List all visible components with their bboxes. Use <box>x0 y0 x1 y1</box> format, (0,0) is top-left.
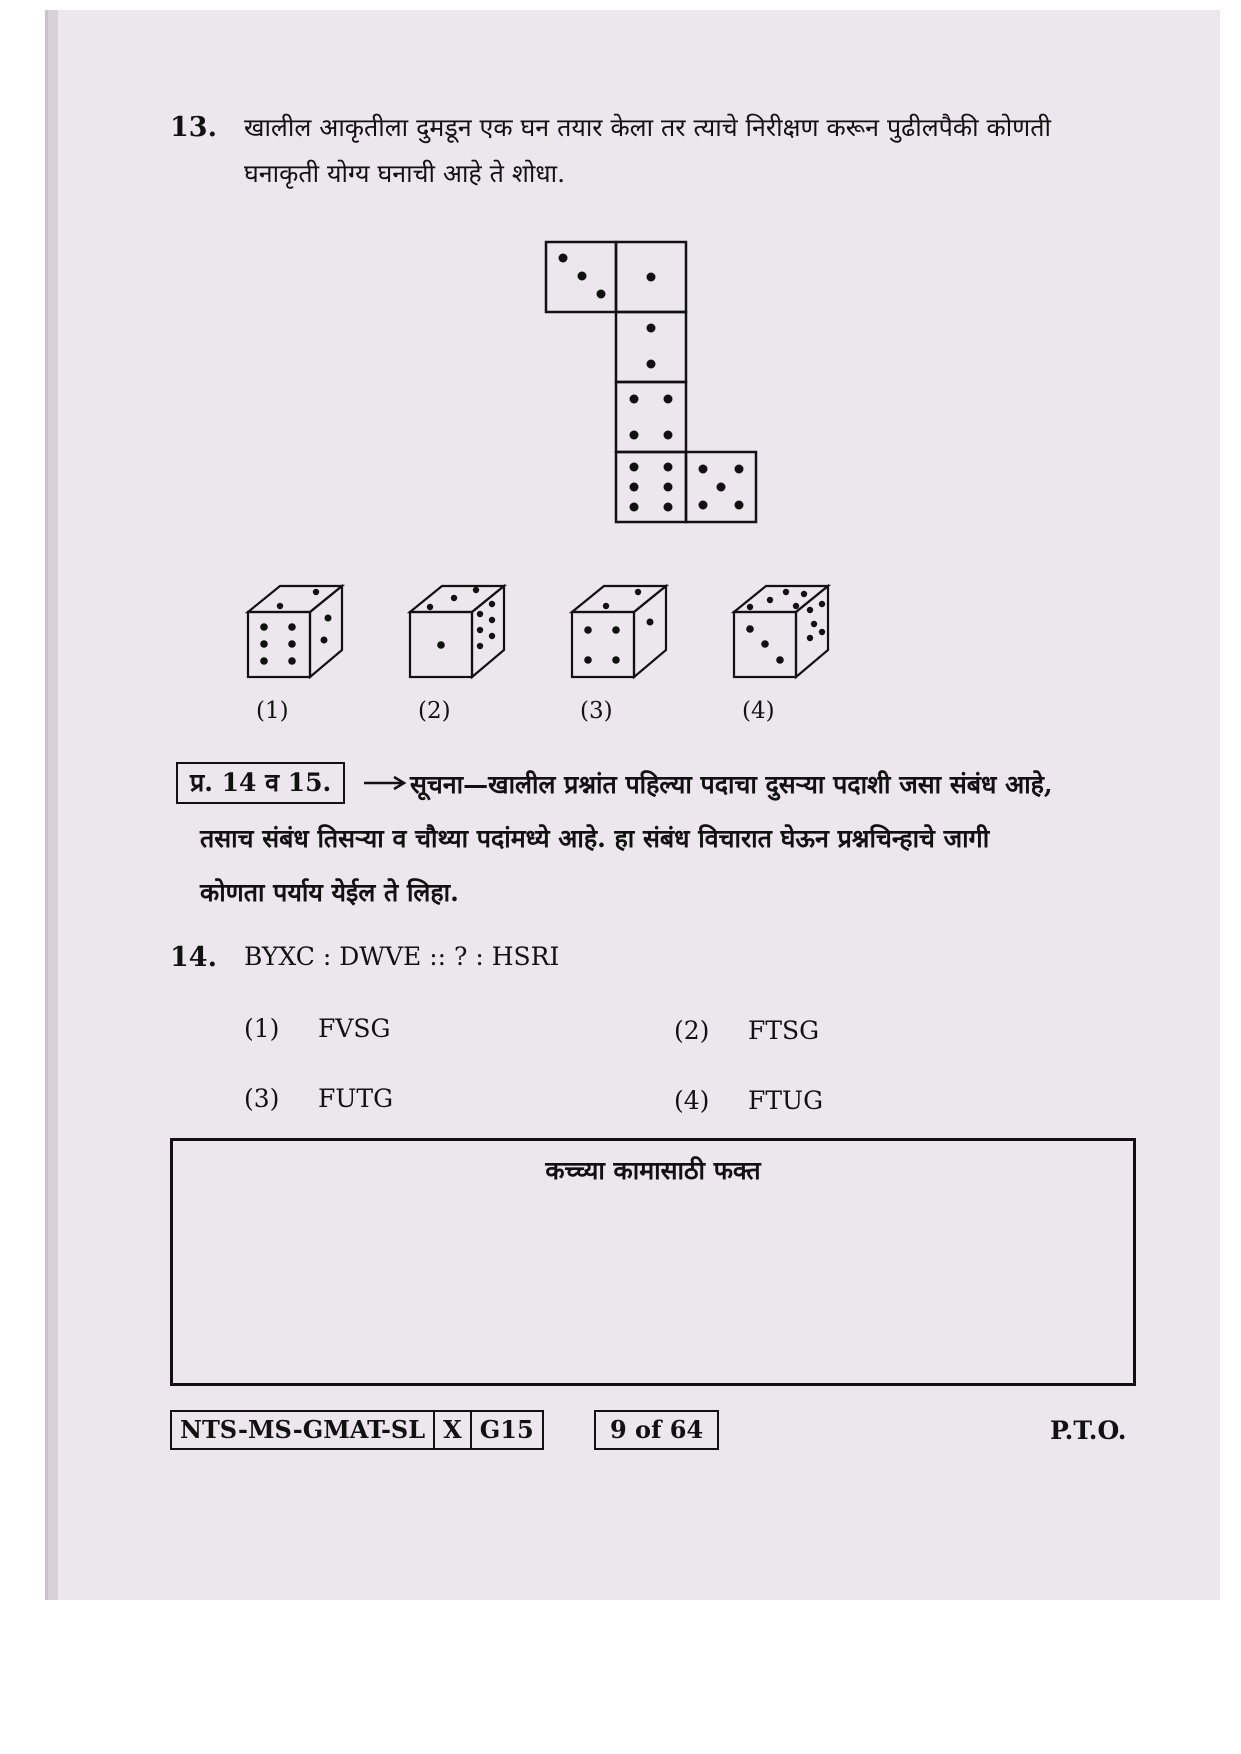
q14-option-4-num: (4) <box>674 1086 710 1115</box>
footer-class: X <box>433 1412 470 1448</box>
q14-option-1-num: (1) <box>244 1014 280 1043</box>
footer-set: G15 <box>470 1412 542 1448</box>
q14-option-1-value: FVSG <box>318 1014 391 1043</box>
q13-text-line2: घनाकृती योग्य घनाची आहे ते शोधा. <box>244 159 566 188</box>
instruction-line1: सूचना—खालील प्रश्नांत पहिल्या पदाचा दुसऱ्या पदाशी जसा संबंध आहे, <box>410 770 1053 799</box>
q14-option-3-value: FUTG <box>318 1084 394 1113</box>
option-cube-3 <box>564 580 684 690</box>
arrow-right-icon <box>364 774 408 792</box>
q13-number: 13. <box>170 112 217 143</box>
q14-option-3-num: (3) <box>244 1084 280 1113</box>
option-cube-4 <box>726 580 846 690</box>
q14-number: 14. <box>170 942 217 973</box>
rough-work-box <box>170 1138 1136 1386</box>
q14-option-2-num: (2) <box>674 1016 710 1045</box>
footer-paper-code: NTS-MS-GMAT-SL <box>180 1415 426 1444</box>
q14-text: BYXC : DWVE :: ? : HSRI <box>244 942 560 971</box>
q14-option-2-value: FTSG <box>748 1016 820 1045</box>
option-label-2: (2) <box>418 698 451 724</box>
q13-text-line1: खालील आकृतीला दुमडून एक घन तयार केला तर त्याचे निरीक्षण करून पुढीलपैकी कोणती <box>244 113 1051 142</box>
option-label-4: (4) <box>742 698 775 724</box>
option-cube-1 <box>240 580 360 690</box>
cube-net-figure <box>540 236 760 526</box>
footer-code-box <box>170 1410 544 1450</box>
footer-page-number: 9 of 64 <box>610 1415 704 1444</box>
instruction-line3: कोणता पर्याय येईल ते लिहा. <box>200 878 459 907</box>
instruction-line2: तसाच संबंध तिसऱ्या व चौथ्या पदांमध्ये आहे. हा संबंध विचारात घेऊन प्रश्नचिन्हाचे जागी <box>200 824 990 853</box>
option-cube-2 <box>402 580 522 690</box>
option-label-3: (3) <box>580 698 613 724</box>
option-label-1: (1) <box>256 698 289 724</box>
rough-work-title: कच्च्या कामासाठी फक्त <box>545 1156 761 1185</box>
q14-option-4-value: FTUG <box>748 1086 824 1115</box>
binding-edge <box>48 10 58 1600</box>
footer-pto: P.T.O. <box>1050 1416 1127 1445</box>
instruction-range-box: प्र. 14 व 15. <box>176 762 345 804</box>
footer-page-box <box>594 1410 719 1450</box>
